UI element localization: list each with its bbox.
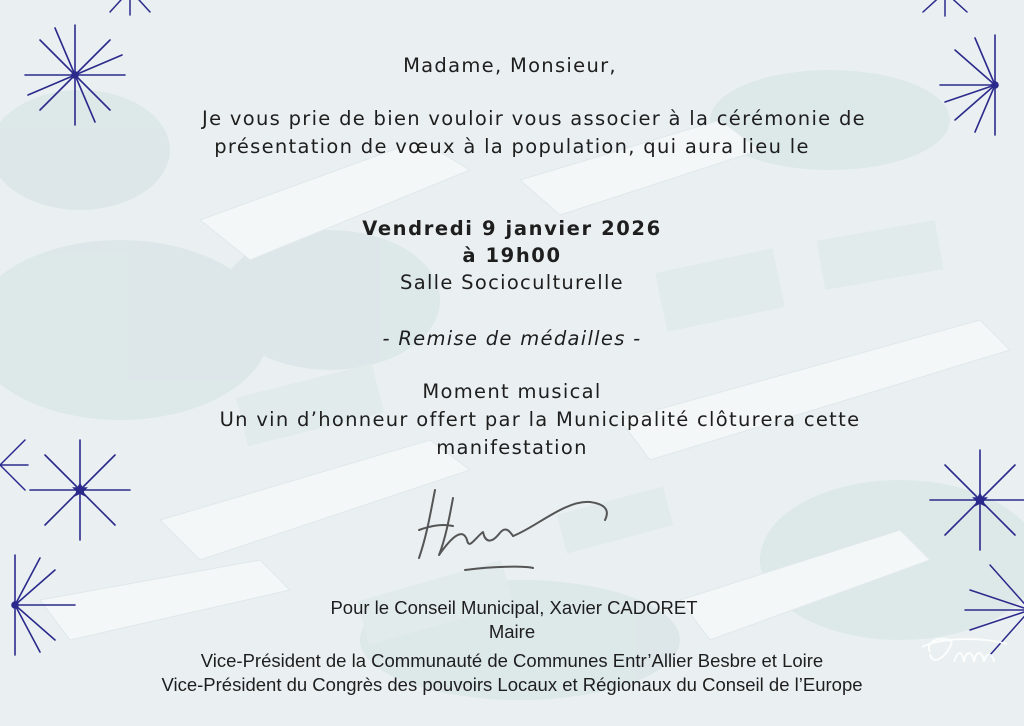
handwritten-signature: [405, 480, 625, 580]
reception-line-2: manifestation: [436, 436, 588, 459]
musical-moment: Moment musical: [422, 380, 602, 403]
greeting: Madame, Monsieur,: [403, 54, 617, 77]
signatory-title-mayor: Maire: [488, 621, 536, 642]
signatory-name: Pour le Conseil Municipal, Xavier CADORET: [330, 597, 698, 618]
signatory-title-vp-communaute: Vice-Président de la Communauté de Communes Entr’Allier Besbre et Loire: [200, 650, 824, 671]
firework-right-star-icon: [925, 445, 1024, 555]
firework-top-right-small-icon: [905, 0, 985, 22]
medals-ceremony: - Remise de médailles -: [382, 327, 642, 350]
event-time: à 19h00: [462, 244, 562, 267]
event-place: Salle Socioculturelle: [400, 271, 624, 294]
watermark-logo: [922, 632, 1012, 672]
signatory-title-vp-congres: Vice-Président du Congrès des pouvoirs Locaux et Régionaux du Conseil de l’Europe: [161, 674, 863, 695]
firework-top-small-icon: [95, 0, 165, 20]
intro-line-2: présentation de vœux à la population, qui aura lieu le: [214, 135, 810, 158]
reception-line-1: Un vin d’honneur offert par la Municipalité clôturera cette: [219, 408, 861, 431]
intro-line-1: Je vous prie de bien vouloir vous associer à la cérémonie de: [202, 107, 866, 130]
event-date: Vendredi 9 janvier 2026: [362, 217, 662, 240]
